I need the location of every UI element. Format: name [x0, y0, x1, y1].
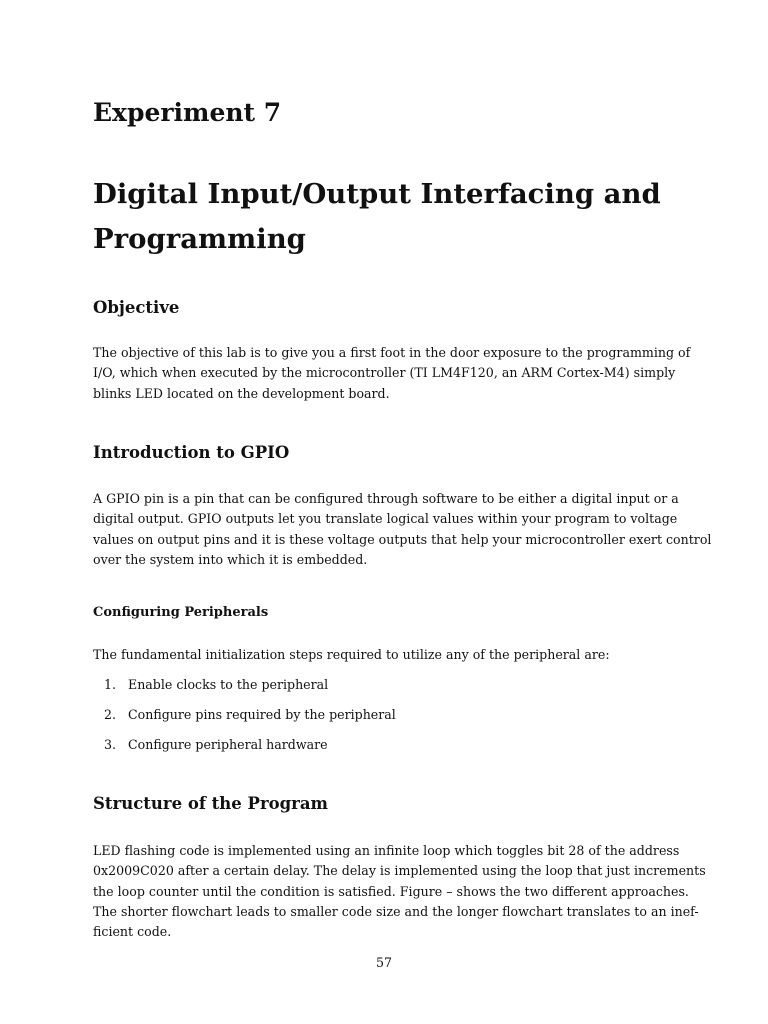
list-item-number: 3.	[104, 737, 117, 752]
paragraph-line: I/O, which when executed by the microcontroller (TI LM4F120, an ARM Cortex-M4) simply	[93, 365, 676, 381]
paragraph-line: The fundamental initialization steps required to utilize any of the peripheral are:	[93, 647, 610, 662]
paragraph-line: The objective of this lab is to give you a first foot in the door exposure to the programming of	[93, 345, 691, 360]
intro-gpio-paragraph	[93, 489, 712, 570]
page-number: 57	[375, 955, 393, 970]
paragraph-line: digital output. GPIO outputs let you translate logical values within your program to voltage	[93, 511, 678, 527]
list-item	[104, 705, 396, 735]
section-title-intro-gpio: Introduction to GPIO	[93, 443, 290, 462]
subsection-title-configuring-peripherals: Configuring Peripherals	[93, 605, 269, 620]
section-title-objective: Objective	[93, 298, 180, 317]
list-item-text: Configure pins required by the peripheral	[128, 707, 396, 722]
paragraph-line: the loop counter until the condition is satisfied. Figure – shows the two different approaches.	[93, 883, 689, 899]
list-item-number: 1.	[104, 677, 117, 692]
paragraph-line: blinks LED located on the development board.	[93, 385, 390, 401]
paragraph-line: values on output pins and it is these voltage outputs that help your microcontroller exert control	[93, 531, 712, 547]
list-item-text: Enable clocks to the peripheral	[128, 677, 329, 692]
structure-paragraph	[93, 841, 706, 942]
paragraph-line: ficient code.	[93, 924, 172, 940]
objective-paragraph	[93, 343, 691, 404]
list-item-number: 2.	[104, 707, 117, 722]
chapter-title: Digital Input/Output Interfacing and Programming	[93, 178, 661, 255]
chapter-label: Experiment 7	[93, 98, 282, 127]
paragraph-line: LED flashing code is implemented using an infinite loop which toggles bit 28 of the address	[93, 843, 680, 858]
configuring-peripherals-intro	[93, 645, 675, 665]
section-title-structure: Structure of the Program	[93, 794, 329, 813]
initialization-steps-list	[104, 675, 396, 765]
list-item-text: Configure peripheral hardware	[128, 737, 328, 752]
paragraph-line: over the system into which it is embedded.	[93, 551, 368, 567]
paragraph-line: The shorter flowchart leads to smaller code size and the longer flowchart translates to an inef-	[93, 903, 699, 919]
paragraph-line: A GPIO pin is a pin that can be configured through software to be either a digital input or a	[93, 491, 679, 506]
paragraph-line: 0x2009C020 after a certain delay. The delay is implemented using the loop that just increments	[93, 863, 706, 879]
list-item	[104, 675, 396, 705]
list-item	[104, 735, 396, 765]
